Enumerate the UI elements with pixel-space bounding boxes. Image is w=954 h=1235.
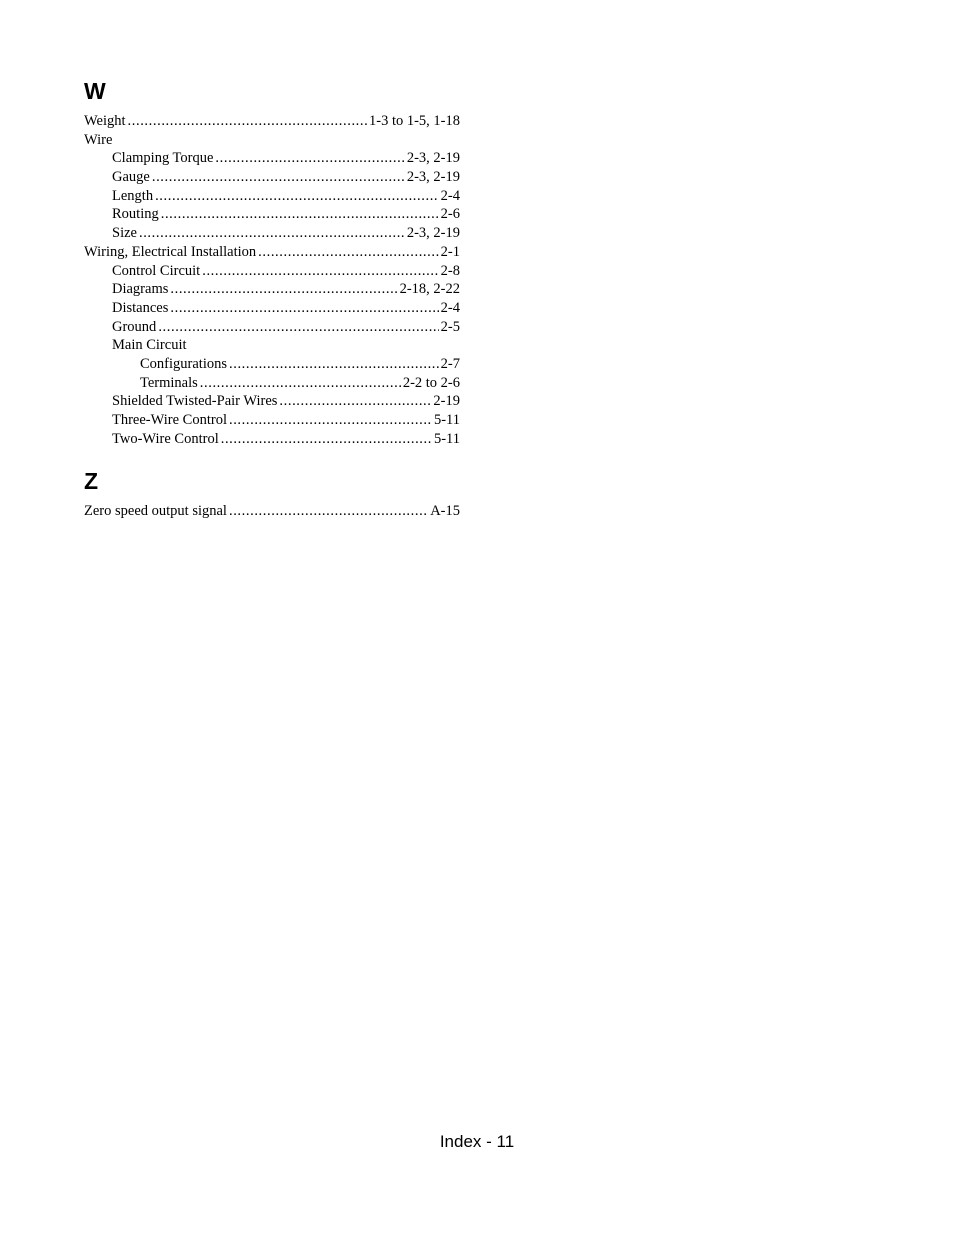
index-section-z — [84, 468, 460, 521]
index-entry — [84, 187, 460, 206]
entry-term: Terminals — [140, 374, 198, 391]
entry-term: Shielded Twisted-Pair Wires — [112, 393, 278, 410]
index-entry — [84, 131, 460, 150]
entry-pages: 2-3, 2-19 — [406, 150, 460, 167]
entry-pages: 2-4 — [440, 187, 460, 204]
dot-leader — [139, 224, 405, 243]
entry-pages: 2-19 — [433, 393, 460, 410]
entry-term: Wiring, Electrical Installation — [84, 243, 257, 260]
entry-term: Configurations — [140, 355, 227, 372]
dot-leader — [200, 374, 401, 393]
index-entry — [84, 430, 460, 449]
entry-term: Weight — [84, 113, 126, 129]
index-entry — [84, 112, 460, 131]
index-entry — [84, 392, 460, 411]
dot-leader — [258, 243, 439, 262]
entry-pages: 5-11 — [433, 430, 460, 447]
entry-list-z — [84, 502, 460, 521]
dot-leader — [155, 187, 439, 206]
dot-leader — [170, 299, 438, 318]
dot-leader — [152, 168, 405, 187]
index-entry — [84, 318, 460, 337]
entry-term: Ground — [112, 318, 157, 335]
index-entry — [84, 243, 460, 262]
index-entry — [84, 502, 460, 521]
entry-pages: 2-1 — [440, 243, 460, 260]
entry-pages: 2-3, 2-19 — [406, 225, 460, 242]
index-entry — [84, 262, 460, 281]
index-entry — [84, 336, 460, 355]
entry-term: Two-Wire Control — [112, 430, 219, 447]
dot-leader — [229, 355, 439, 374]
entry-pages: 2-5 — [440, 318, 460, 335]
entry-pages: 5-11 — [433, 412, 460, 428]
index-entry — [84, 355, 460, 374]
dot-leader — [215, 149, 404, 168]
entry-term: Distances — [112, 299, 169, 316]
index-entry — [84, 299, 460, 318]
section-letter-w: W — [84, 78, 106, 104]
entry-term: Gauge — [112, 169, 150, 186]
index-entry — [84, 205, 460, 224]
entry-term: Main Circuit — [112, 337, 187, 354]
entry-term: Routing — [112, 206, 159, 223]
entry-list-w — [84, 112, 460, 448]
dot-leader — [279, 392, 431, 411]
entry-pages: 1-3 to 1-5, 1-18 — [368, 113, 460, 129]
entry-term: Zero speed output signal — [84, 503, 227, 519]
entry-term: Length — [112, 187, 154, 204]
dot-leader — [161, 205, 439, 224]
section-letter-z: Z — [84, 468, 99, 494]
index-entry — [84, 411, 460, 430]
index-entry — [84, 280, 460, 299]
entry-pages: 2-3, 2-19 — [406, 169, 460, 186]
index-entry — [84, 168, 460, 187]
entry-pages: 2-2 to 2-6 — [402, 374, 460, 391]
entry-term: Size — [112, 225, 137, 242]
dot-leader — [221, 430, 432, 449]
index-entry — [84, 374, 460, 393]
entry-pages: 2-4 — [440, 299, 460, 316]
dot-leader — [128, 112, 367, 131]
dot-leader — [202, 262, 438, 281]
index-entry — [84, 149, 460, 168]
page-footer — [0, 1131, 954, 1153]
entry-term: Three-Wire Control — [112, 412, 227, 428]
entry-pages: 2-6 — [440, 206, 460, 223]
index-section-w — [84, 78, 460, 448]
entry-pages: A-15 — [430, 503, 460, 519]
dot-leader — [229, 502, 428, 521]
dot-leader — [229, 411, 432, 430]
entry-pages: 2-7 — [440, 355, 460, 372]
entry-term: Control Circuit — [112, 262, 201, 279]
entry-term: Clamping Torque — [112, 150, 214, 167]
entry-term: Wire — [84, 131, 113, 148]
page-number: Index - 11 — [439, 1132, 515, 1151]
entry-pages: 2-8 — [440, 262, 460, 279]
dot-leader — [158, 318, 438, 337]
index-entry — [84, 224, 460, 243]
entry-pages: 2-18, 2-22 — [399, 281, 460, 298]
entry-term: Diagrams — [112, 281, 169, 298]
dot-leader — [170, 280, 397, 299]
